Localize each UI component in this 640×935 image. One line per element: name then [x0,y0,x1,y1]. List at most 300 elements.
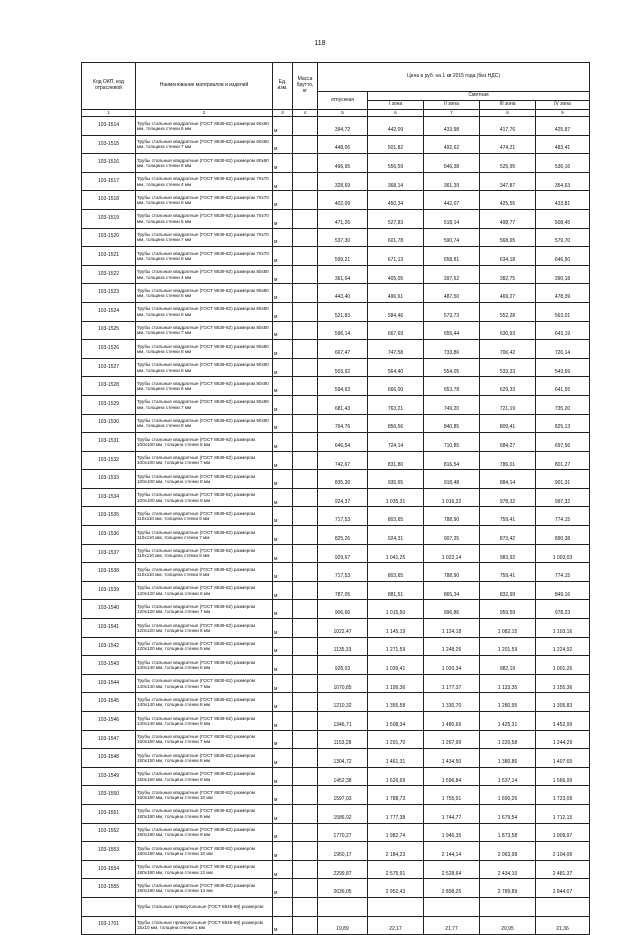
cell-unit: м [273,265,293,284]
cell-zone-1-price: 584,46 [368,302,424,321]
cell-unit: м [273,656,293,675]
cell-release-price: 2636,05 [318,879,368,898]
table-row [82,897,590,916]
cell-zone-4-price: 1 003,03 [536,544,590,563]
cell-zone-1-price: 1 015,50 [368,600,424,619]
cell-zone-2-price: 1 124,18 [424,619,480,638]
cell-release-price: 742,67 [318,451,368,470]
cell-name: Трубы стальные прямоугольные (ГОСТ 8645-68) размером: [136,897,273,916]
cell-release-price: 1022,47 [318,619,368,638]
cell-zone-2-price: 918,48 [424,470,480,489]
cell-name: Трубы стальные квадратные (ГОСТ 8639-82) размером 120x120 мм, толщина стенки 8 мм [136,619,273,638]
cell-mass [293,377,318,396]
cell-release-price: 471,26 [318,209,368,228]
cell-mass [293,265,318,284]
cell-zone-3-price: 809,41 [480,414,536,433]
col-number: 6 [368,110,424,117]
table-row [82,656,590,675]
cell-mass [293,637,318,656]
cell-zone-4-price: 1 566,99 [536,767,590,786]
cell-name: Трубы стальные квадратные (ГОСТ 8639-82) размером 100x100 мм, толщина стенки 7 мм [136,451,273,470]
cell-zone-1-price: 1 271,59 [368,637,424,656]
cell-release-price: 537,30 [318,228,368,247]
table-row [82,228,590,247]
cell-zone-4-price: 354,63 [536,172,590,191]
cell-code: 103-1553 [82,842,136,861]
cell-release-price: 835,36 [318,470,368,489]
cell-release-price: 1770,27 [318,823,368,842]
cell-zone-1-price [368,897,424,916]
cell-mass [293,563,318,582]
cell-zone-3-price: 706,42 [480,340,536,359]
cell-zone-1-price: 405,05 [368,265,424,284]
cell-zone-4-price: 433,81 [536,191,590,210]
col-number: 3 [273,110,293,117]
cell-code: 103-1539 [82,581,136,600]
cell-unit: м [273,637,293,656]
cell-zone-1-price: 1 982,74 [368,823,424,842]
cell-code: 103-1522 [82,265,136,284]
table-row [82,637,590,656]
cell-unit: м [273,470,293,489]
cell-mass [293,507,318,526]
cell-zone-2-price: 361,39 [424,172,480,191]
table-row [82,823,590,842]
cell-zone-1-price: 667,69 [368,321,424,340]
cell-zone-3-price: 1 220,58 [480,730,536,749]
cell-release-price: 2299,87 [318,860,368,879]
cell-code: 103-1545 [82,693,136,712]
table-row [82,860,590,879]
header-code: Код ОКП, код отраслевой [82,63,136,110]
cell-unit: м [273,563,293,582]
col-number: 2 [136,110,273,117]
cell-zone-1-price: 496,61 [368,284,424,303]
cell-release-price: 1304,72 [318,749,368,768]
table-row [82,730,590,749]
table-row [82,414,590,433]
cell-zone-4-price: 483,41 [536,135,590,154]
cell-zone-1-price: 1 199,36 [368,674,424,693]
cell-unit: м [273,730,293,749]
cell-release-price: 1597,03 [318,786,368,805]
cell-unit: м [273,916,293,935]
cell-zone-1-price: 368,14 [368,172,424,191]
cell-zone-4-price: 1 103,16 [536,619,590,638]
col-number: 9 [536,110,590,117]
cell-zone-2-price: 487,50 [424,284,480,303]
cell-zone-4-price: 720,14 [536,340,590,359]
cell-zone-2-price: 1 434,50 [424,749,480,768]
cell-zone-1-price: 1 035,31 [368,488,424,507]
cell-zone-2-price: 397,62 [424,265,480,284]
cell-code: 103-1546 [82,712,136,731]
cell-release-price: 924,37 [318,488,368,507]
cell-mass [293,470,318,489]
table-row [82,209,590,228]
cell-release-price: 929,67 [318,544,368,563]
cell-code: 103-1547 [82,730,136,749]
cell-mass [293,172,318,191]
cell-zone-1-price: 450,34 [368,191,424,210]
cell-name: Трубы стальные квадратные (ГОСТ 8639-82) размером 110x110 мм, толщина стенки 9 мм [136,563,273,582]
table-row [82,321,590,340]
cell-zone-3-price: 759,41 [480,563,536,582]
cell-release-price: 681,43 [318,395,368,414]
cell-zone-2-price: 2 528,64 [424,860,480,879]
table-row [82,172,590,191]
cell-release-price: 594,63 [318,377,368,396]
cell-zone-1-price: 2 575,91 [368,860,424,879]
cell-zone-4-price: 425,87 [536,117,590,136]
table-row [82,191,590,210]
cell-name: Трубы стальные квадратные (ГОСТ 8639-82) размером 150x150 мм, толщина стенки 7 мм [136,730,273,749]
cell-zone-2-price: 590,74 [424,228,480,247]
cell-zone-4-price: 1 407,65 [536,749,590,768]
cell-zone-4-price: 997,32 [536,488,590,507]
cell-zone-1-price: 1 039,41 [368,656,424,675]
cell-code: 103-1518 [82,191,136,210]
cell-mass [293,786,318,805]
cell-name: Трубы стальные квадратные (ГОСТ 8639-82) размером 80x80 мм, толщина стенки 6 мм [136,302,273,321]
cell-zone-2-price: 658,81 [424,247,480,266]
cell-unit: м [273,767,293,786]
cell-release-price: 521,83 [318,302,368,321]
cell-name: Трубы стальные квадратные (ГОСТ 8639-82) размером 60x60 мм, толщина стенки 7 мм [136,135,273,154]
cell-unit: м [273,526,293,545]
table-row [82,488,590,507]
cell-code: 103-1541 [82,619,136,638]
cell-zone-4-price: 21,36 [536,916,590,935]
cell-zone-3-price: 498,77 [480,209,536,228]
cell-code: 103-1535 [82,507,136,526]
cell-zone-1-price: 1 461,31 [368,749,424,768]
cell-zone-1-price: 935,65 [368,470,424,489]
table-row [82,786,590,805]
table-row [82,804,590,823]
cell-zone-2-price: 546,38 [424,154,480,173]
header-release: отпускная [318,92,368,110]
cell-name: Трубы стальные квадратные (ГОСТ 8639-82) размером 180x180 мм, толщина стенки 12 мм [136,860,273,879]
cell-unit: м [273,321,293,340]
cell-zone-3-price: 1 873,58 [480,823,536,842]
cell-zone-2-price: 816,54 [424,451,480,470]
table-row [82,451,590,470]
cell-zone-1-price: 1 145,19 [368,619,424,638]
cell-zone-2-price: 433,98 [424,117,480,136]
cell-code: 103-1515 [82,135,136,154]
cell-mass [293,321,318,340]
cell-zone-3-price: 425,55 [480,191,536,210]
cell-zone-3-price: 1 380,86 [480,749,536,768]
cell-mass [293,488,318,507]
cell-name: Трубы стальные квадратные (ГОСТ 8639-82) размером 70x70 мм, толщина стенки 8 мм [136,247,273,266]
cell-mass [293,191,318,210]
cell-name: Трубы стальные квадратные (ГОСТ 8639-82) размером 180x180 мм, толщина стенки 9 мм [136,823,273,842]
cell-name: Трубы стальные квадратные (ГОСТ 8639-82) размером 90x90 мм, толщина стенки 8 мм [136,414,273,433]
cell-zone-4-price: 646,50 [536,247,590,266]
cell-zone-1-price: 803,65 [368,563,424,582]
cell-zone-2-price: 1 946,35 [424,823,480,842]
cell-name: Трубы стальные квадратные (ГОСТ 8639-82) размером 90x90 мм, толщина стенки 5 мм [136,358,273,377]
cell-mass [293,897,318,916]
cell-zone-4-price: 643,19 [536,321,590,340]
cell-zone-4-price: 1 001,26 [536,656,590,675]
cell-release-price: 906,66 [318,600,368,619]
cell-code: 103-1540 [82,600,136,619]
cell-name: Трубы стальные квадратные (ГОСТ 8639-82) размером 100x100 мм, толщина стенки 8 мм [136,470,273,489]
cell-name: Трубы стальные квадратные (ГОСТ 8639-82) размером 100x100 мм, толщина стенки 6 мм [136,433,273,452]
cell-code: 103-1530 [82,414,136,433]
cell-mass [293,581,318,600]
cell-zone-2-price: 907,35 [424,526,480,545]
cell-zone-3-price: 884,14 [480,470,536,489]
cell-mass [293,247,318,266]
cell-zone-1-price: 556,59 [368,154,424,173]
table-row [82,377,590,396]
cell-unit: м [273,117,293,136]
cell-zone-3-price: 759,41 [480,507,536,526]
table-row [82,395,590,414]
table-row [82,674,590,693]
cell-zone-1-price: 1 041,25 [368,544,424,563]
cell-zone-4-price: 2 481,37 [536,860,590,879]
table-row [82,749,590,768]
cell-code: 103-1537 [82,544,136,563]
cell-code: 103-1532 [82,451,136,470]
cell-name: Трубы стальные квадратные (ГОСТ 8639-82) размером 110x110 мм, толщина стенки 7 мм [136,526,273,545]
cell-mass [293,916,318,935]
cell-release-price: 443,40 [318,284,368,303]
table-row [82,154,590,173]
cell-unit [273,897,293,916]
cell-unit: м [273,228,293,247]
cell-code: 103-1519 [82,209,136,228]
cell-name: Трубы стальные прямоугольные (ГОСТ 8645-68) размером 15x10 мм, толщина стенки 1 мм [136,916,273,935]
cell-zone-2-price: 788,90 [424,507,480,526]
cell-unit: м [273,172,293,191]
cell-zone-1-price: 763,21 [368,395,424,414]
cell-release-price: 667,47 [318,340,368,359]
cell-zone-2-price: 1 016,32 [424,488,480,507]
cell-zone-2-price: 1 596,84 [424,767,480,786]
cell-unit: м [273,842,293,861]
cell-zone-4-price: 774,15 [536,563,590,582]
cell-release-price: 1586,92 [318,804,368,823]
cell-unit: м [273,879,293,898]
price-table [81,62,590,935]
cell-release-price: 717,53 [318,563,368,582]
cell-zone-3-price: 630,93 [480,321,536,340]
cell-zone-2-price: 1 177,37 [424,674,480,693]
header-zone-1: I зона [368,101,424,110]
cell-name: Трубы стальные квадратные (ГОСТ 8639-82) размером 140x140 мм, толщина стенки 6 мм [136,656,273,675]
cell-unit: м [273,544,293,563]
cell-release-price: 361,64 [318,265,368,284]
cell-zone-4-price: 978,23 [536,600,590,619]
cell-code: 103-1701 [82,916,136,935]
cell-code: 103-1524 [82,302,136,321]
table-row [82,619,590,638]
header-mass: Масса брутто, кг [293,63,318,110]
cell-zone-1-price: 747,58 [368,340,424,359]
cell-mass [293,767,318,786]
cell-zone-2-price: 1 744,77 [424,804,480,823]
cell-name: Трубы стальные квадратные (ГОСТ 8639-82) размером 80x80 мм, толщина стенки 5 мм [136,284,273,303]
table-row [82,265,590,284]
cell-zone-1-price: 1 508,34 [368,712,424,731]
header-unit: Ед. изм. [273,63,293,110]
cell-zone-4-price: 1 723,09 [536,786,590,805]
table-row [82,284,590,303]
cell-unit: м [273,581,293,600]
cell-code: 103-1516 [82,154,136,173]
cell-unit: м [273,302,293,321]
cell-code: 103-1555 [82,879,136,898]
table-row [82,135,590,154]
cell-zone-3-price: 552,28 [480,302,536,321]
cell-mass [293,860,318,879]
table-row [82,693,590,712]
cell-zone-3-price: 1 690,26 [480,786,536,805]
cell-name: Трубы стальные квадратные (ГОСТ 8639-82) размером 140x140 мм, толщина стенки 7 мм [136,674,273,693]
cell-release-price: 764,76 [318,414,368,433]
cell-name: Трубы стальные квадратные (ГОСТ 8639-82) размером 150x150 мм, толщина стенки 8 мм [136,749,273,768]
cell-mass [293,135,318,154]
cell-name: Трубы стальные квадратные (ГОСТ 8639-82) размером 70x70 мм, толщина стенки 6 мм [136,209,273,228]
cell-unit: м [273,433,293,452]
cell-zone-3-price: 525,95 [480,154,536,173]
cell-name: Трубы стальные квадратные (ГОСТ 8639-82) размером 60x60 мм, толщина стенки 6 мм [136,117,273,136]
cell-zone-4-price [536,897,590,916]
cell-code: 103-1526 [82,340,136,359]
cell-zone-4-price: 390,18 [536,265,590,284]
cell-release-price: 1346,71 [318,712,368,731]
cell-zone-4-price: 890,38 [536,526,590,545]
cell-zone-2-price: 840,85 [424,414,480,433]
cell-name: Трубы стальные квадратные (ГОСТ 8639-82) размером 180x180 мм, толщина стенки 8 мм [136,804,273,823]
cell-zone-1-price: 442,09 [368,117,424,136]
cell-name: Трубы стальные квадратные (ГОСТ 8639-82) размером 180x180 мм, толщина стенки 14 мм [136,879,273,898]
cell-zone-1-price: 527,83 [368,209,424,228]
table-row [82,600,590,619]
table-row [82,470,590,489]
cell-name: Трубы стальные квадратные (ГОСТ 8639-82) размером 120x120 мм, толщина стенки 9 мм [136,637,273,656]
header-zone-3: III зона [480,101,536,110]
cell-zone-3-price: 786,01 [480,451,536,470]
cell-zone-4-price: 1 909,97 [536,823,590,842]
cell-zone-4-price: 579,70 [536,228,590,247]
cell-mass [293,842,318,861]
cell-zone-3-price: 1 082,15 [480,619,536,638]
cell-release-price: 825,26 [318,526,368,545]
table-row [82,879,590,898]
table-row [82,507,590,526]
cell-zone-3-price: 417,76 [480,117,536,136]
cell-zone-3-price: 533,33 [480,358,536,377]
cell-code: 103-1550 [82,786,136,805]
cell-zone-2-price: 1 267,99 [424,730,480,749]
cell-code: 103-1531 [82,433,136,452]
table-row [82,358,590,377]
cell-zone-3-price: 1 133,35 [480,674,536,693]
cell-mass [293,693,318,712]
cell-zone-2-price: 1 330,70 [424,693,480,712]
cell-zone-2-price: 518,14 [424,209,480,228]
cell-zone-3-price: 2 789,89 [480,879,536,898]
cell-mass [293,730,318,749]
cell-unit: м [273,377,293,396]
cell-zone-3-price: 1 280,95 [480,693,536,712]
cell-zone-3-price: 1 201,59 [480,637,536,656]
cell-code: 103-1520 [82,228,136,247]
cell-zone-4-price: 543,69 [536,358,590,377]
cell-zone-2-price: 710,85 [424,433,480,452]
cell-name: Трубы стальные квадратные (ГОСТ 8639-82) размером 80x80 мм, толщина стенки 7 мм [136,321,273,340]
cell-unit: м [273,507,293,526]
cell-zone-2-price [424,897,480,916]
cell-unit: м [273,395,293,414]
cell-mass [293,117,318,136]
cell-zone-4-price: 536,16 [536,154,590,173]
cell-zone-2-price: 655,44 [424,321,480,340]
cell-unit: м [273,284,293,303]
header-zone-4: IV зона [536,101,590,110]
cell-name: Трубы стальные квадратные (ГОСТ 8639-82) размером 90x90 мм, толщина стенки 7 мм [136,395,273,414]
cell-zone-3-price: 1 537,14 [480,767,536,786]
cell-zone-1-price: 1 788,73 [368,786,424,805]
cell-unit: м [273,414,293,433]
header-zone-2: II зона [424,101,480,110]
cell-zone-4-price: 1 155,36 [536,674,590,693]
cell-code: 103-1533 [82,470,136,489]
cell-zone-3-price: 978,32 [480,488,536,507]
cell-zone-4-price: 508,45 [536,209,590,228]
cell-mass [293,600,318,619]
cell-unit: м [273,619,293,638]
cell-release-price: 646,54 [318,433,368,452]
cell-name: Трубы стальные квадратные (ГОСТ 8639-82) размером 120x120 мм, толщина стенки 6 мм [136,581,273,600]
cell-mass [293,302,318,321]
table-body [82,117,590,935]
cell-zone-1-price: 856,56 [368,414,424,433]
cell-code: 103-1534 [82,488,136,507]
cell-mass [293,749,318,768]
cell-release-price: 328,69 [318,172,368,191]
cell-code: 103-1536 [82,526,136,545]
cell-code: 103-1549 [82,767,136,786]
cell-zone-1-price: 831,80 [368,451,424,470]
cell-unit: м [273,693,293,712]
cell-code: 103-1527 [82,358,136,377]
cell-code: 103-1544 [82,674,136,693]
cell-zone-1-price: 2 952,43 [368,879,424,898]
cell-code: 103-1523 [82,284,136,303]
cell-release-price: 787,05 [318,581,368,600]
cell-zone-2-price: 573,73 [424,302,480,321]
cell-name: Трубы стальные квадратные (ГОСТ 8639-82) размером 150x150 мм, толщина стенки 10 мм [136,786,273,805]
cell-zone-3-price: 983,92 [480,544,536,563]
cell-zone-1-price: 724,14 [368,433,424,452]
cell-code: 103-1552 [82,823,136,842]
cell-zone-1-price: 1 291,70 [368,730,424,749]
cell-unit: м [273,191,293,210]
col-number: 5 [318,110,368,117]
cell-name: Трубы стальные квадратные (ГОСТ 8639-82) размером 80x80 мм, толщина стенки 8 мм [136,340,273,359]
cell-zone-2-price: 442,07 [424,191,480,210]
cell-mass [293,879,318,898]
cell-release-price: 596,14 [318,321,368,340]
